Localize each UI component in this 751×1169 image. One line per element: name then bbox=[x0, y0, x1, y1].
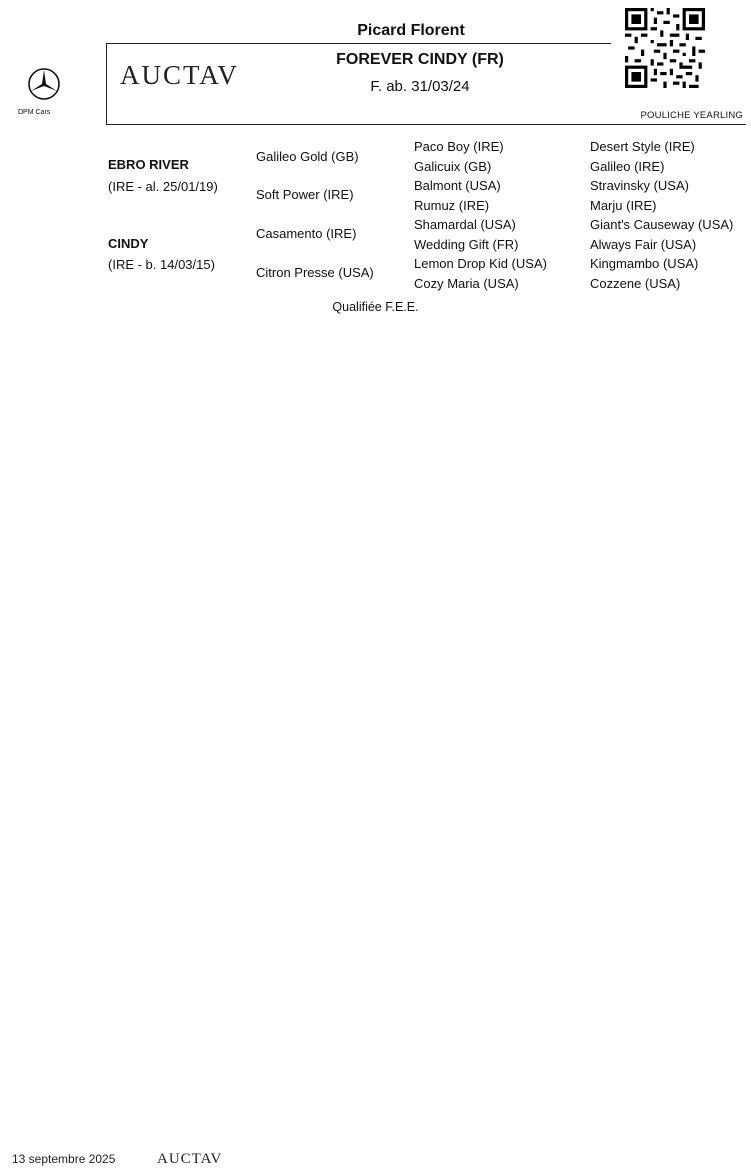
seller-name: Picard Florent bbox=[357, 22, 465, 39]
category-label: POULICHE YEARLING bbox=[640, 110, 743, 121]
qualification: Qualifiée F.E.E. bbox=[332, 300, 419, 314]
dam-info: (IRE - b. 14/03/15) bbox=[108, 257, 215, 272]
pedigree-gen2: Citron Presse (USA) bbox=[256, 265, 374, 280]
pedigree-gen4: Cozzene (USA) bbox=[590, 275, 681, 291]
mercedes-logo-icon bbox=[27, 67, 61, 106]
pedigree-gen4: Always Fair (USA) bbox=[590, 236, 697, 252]
pedigree-gen3: Rumuz (IRE) bbox=[414, 197, 490, 213]
pedigree-gen2: Soft Power (IRE) bbox=[256, 187, 354, 202]
pedigree-gen3: Cozy Maria (USA) bbox=[414, 275, 519, 291]
footer-date: 13 septembre 2025 bbox=[12, 1152, 116, 1166]
pedigree-gen4: Giant's Causeway (USA) bbox=[590, 217, 734, 232]
dam-name: CINDY bbox=[108, 236, 149, 251]
pedigree-gen3: Paco Boy (IRE) bbox=[414, 139, 504, 154]
pedigree-gen4: Kingmambo (USA) bbox=[590, 256, 699, 271]
sponsor-name: DPM Cars bbox=[18, 109, 51, 116]
pedigree-gen4: Desert Style (IRE) bbox=[590, 139, 695, 154]
pedigree-gen4: Galileo (IRE) bbox=[590, 158, 665, 174]
pedigree-gen3: Shamardal (USA) bbox=[414, 217, 516, 232]
pedigree-gen2: Galileo Gold (GB) bbox=[256, 149, 359, 164]
pedigree-gen3: Balmont (USA) bbox=[414, 178, 501, 193]
pedigree-gen2: Casamento (IRE) bbox=[256, 226, 357, 241]
sire-name: EBRO RIVER bbox=[108, 157, 189, 172]
sire-info: (IRE - al. 25/01/19) bbox=[108, 179, 218, 194]
brand-logo: AUCTAV bbox=[120, 60, 239, 90]
pedigree-gen3: Wedding Gift (FR) bbox=[414, 236, 519, 252]
pedigree-gen3: Galicuix (GB) bbox=[414, 158, 492, 174]
pedigree-gen4: Stravinsky (USA) bbox=[590, 178, 689, 193]
birth-info: F. ab. 31/03/24 bbox=[370, 78, 470, 95]
footer-brand: AUCTAV bbox=[157, 1151, 223, 1167]
horse-name: FOREVER CINDY (FR) bbox=[336, 51, 504, 68]
pedigree-gen3: Lemon Drop Kid (USA) bbox=[414, 256, 547, 271]
pedigree-gen4: Marju (IRE) bbox=[590, 197, 657, 213]
